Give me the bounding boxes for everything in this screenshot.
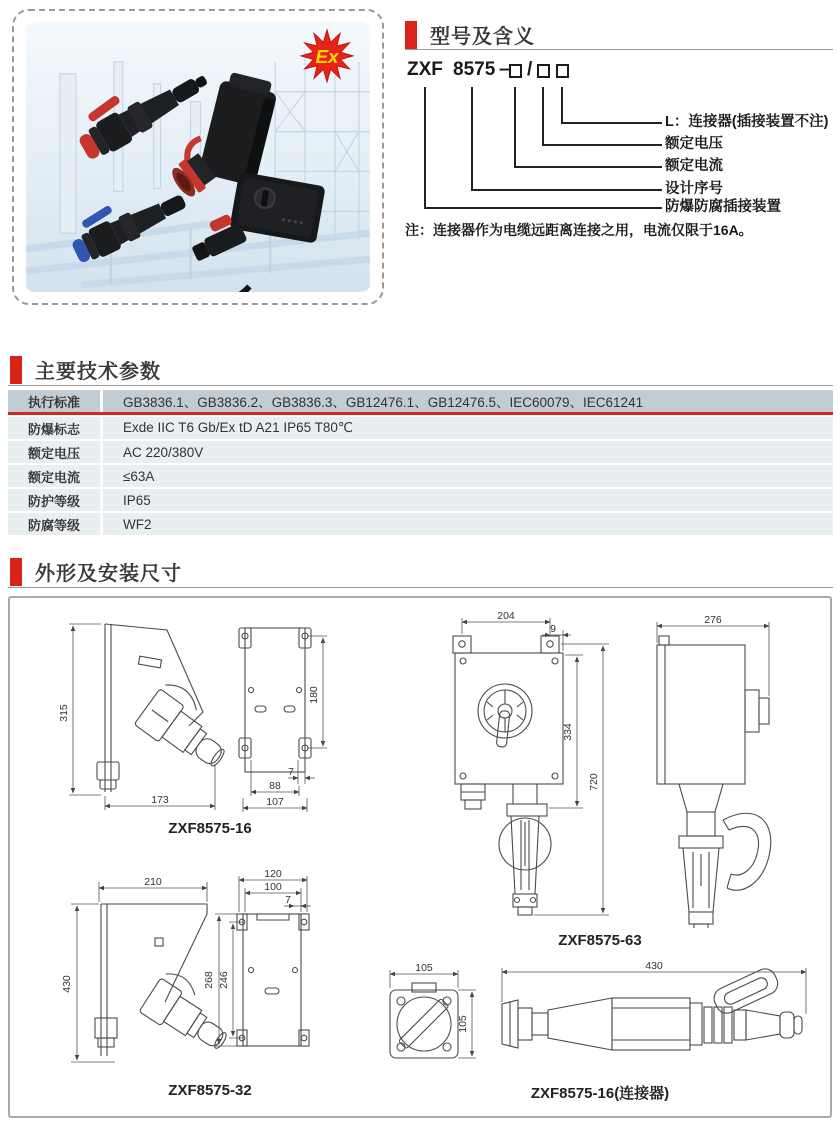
dim-label: 105 (415, 962, 433, 974)
dim-label: 7 (288, 766, 294, 778)
red-bar-icon (10, 356, 22, 384)
dim-label: 9 (550, 623, 556, 635)
callout-current: 额定电流 (665, 158, 723, 174)
drawing-caption: ZXF8575-32 (168, 1082, 252, 1099)
param-value: Exde IIC T6 Gb/Ex tD A21 IP65 T80℃ (123, 420, 354, 435)
drawing-caption: ZXF8575-16 (168, 820, 252, 837)
dim-label: 430 (645, 960, 663, 972)
param-value: WF2 (123, 516, 152, 532)
callout-device-type: 防爆防腐插接装置 (665, 199, 781, 215)
dimension-drawings-box (8, 596, 832, 1118)
param-label: 额定电流 (8, 465, 103, 487)
params-section-title (10, 355, 161, 384)
table-row (8, 417, 833, 439)
model-section-title (405, 20, 535, 49)
table-row (8, 390, 833, 415)
dim-label: 268 (203, 971, 215, 989)
drawing-caption: ZXF8575-16(连接器) (530, 1085, 670, 1102)
product-photo-art (25, 22, 371, 292)
model-placeholder-box (509, 64, 522, 78)
model-placeholder-box (556, 64, 569, 78)
red-bar-icon (10, 558, 22, 586)
callout-connector: L：连接器(插接装置不注) (665, 114, 829, 130)
dim-label: 246 (218, 971, 230, 989)
param-label: 额定电压 (8, 441, 103, 463)
dim-label: 430 (61, 975, 73, 993)
drawing-zxf8575-32 (55, 866, 345, 1078)
table-row (8, 441, 833, 463)
model-prefix: ZXF (407, 59, 443, 80)
dim-label: 276 (704, 614, 722, 626)
model-series: 8575 (453, 59, 496, 80)
table-row (8, 489, 833, 511)
param-value: AC 220/380V (123, 444, 204, 460)
dim-label: 7 (285, 894, 291, 906)
param-label: 防爆标志 (8, 417, 103, 439)
dim-label: 100 (264, 881, 282, 893)
dim-label: 88 (269, 780, 281, 792)
callout-design-no: 设计序号 (665, 181, 723, 197)
model-placeholder-box (537, 64, 550, 78)
model-slash: / (527, 59, 533, 80)
dim-label: 180 (308, 686, 320, 704)
dim-label: 720 (588, 773, 600, 791)
product-photo (25, 22, 371, 292)
dim-label: 334 (562, 723, 574, 741)
section-underline (405, 49, 833, 50)
product-photo-frame (12, 9, 384, 305)
parameters-table (8, 390, 833, 537)
dim-label: 173 (151, 794, 169, 806)
model-note: 注：连接器作为电缆远距离连接之用，电流仅限于16A。 (405, 222, 753, 238)
dimensions-section-title (10, 557, 182, 586)
section-underline (8, 587, 833, 588)
param-value: ≤63A (123, 468, 155, 484)
table-row (8, 513, 833, 535)
dim-label: 105 (457, 1015, 469, 1033)
param-label: 防护等级 (8, 489, 103, 511)
drawing-zxf8575-16 (55, 614, 345, 816)
param-value: GB3836.1、GB3836.2、GB3836.3、GB12476.1、GB12476.5、IEC60079、IEC61241 (123, 395, 644, 410)
callout-line (424, 87, 662, 209)
ex-logo-text: Ex (315, 46, 339, 68)
red-bar-icon (405, 21, 417, 49)
model-designation-diagram (405, 57, 835, 247)
callout-voltage: 额定电压 (665, 136, 723, 152)
dim-label: 204 (497, 610, 515, 622)
section-title-text: 外形及安装尺寸 (35, 563, 182, 585)
model-dash: – (499, 59, 510, 80)
drawing-zxf8575-63 (425, 606, 825, 928)
section-title-text: 主要技术参数 (35, 361, 161, 383)
drawing-zxf8575-16-connector (360, 958, 830, 1076)
dim-label: 315 (58, 704, 70, 722)
dim-label: 210 (144, 876, 162, 888)
param-value: IP65 (123, 492, 151, 508)
section-title-text: 型号及含义 (430, 26, 535, 48)
drawing-caption: ZXF8575-63 (558, 932, 642, 949)
dim-label: 120 (264, 868, 282, 880)
table-row (8, 465, 833, 487)
section-underline (8, 385, 833, 386)
param-label: 执行标准 (8, 390, 103, 412)
param-label: 防腐等级 (8, 513, 103, 535)
dim-label: 107 (266, 796, 284, 808)
